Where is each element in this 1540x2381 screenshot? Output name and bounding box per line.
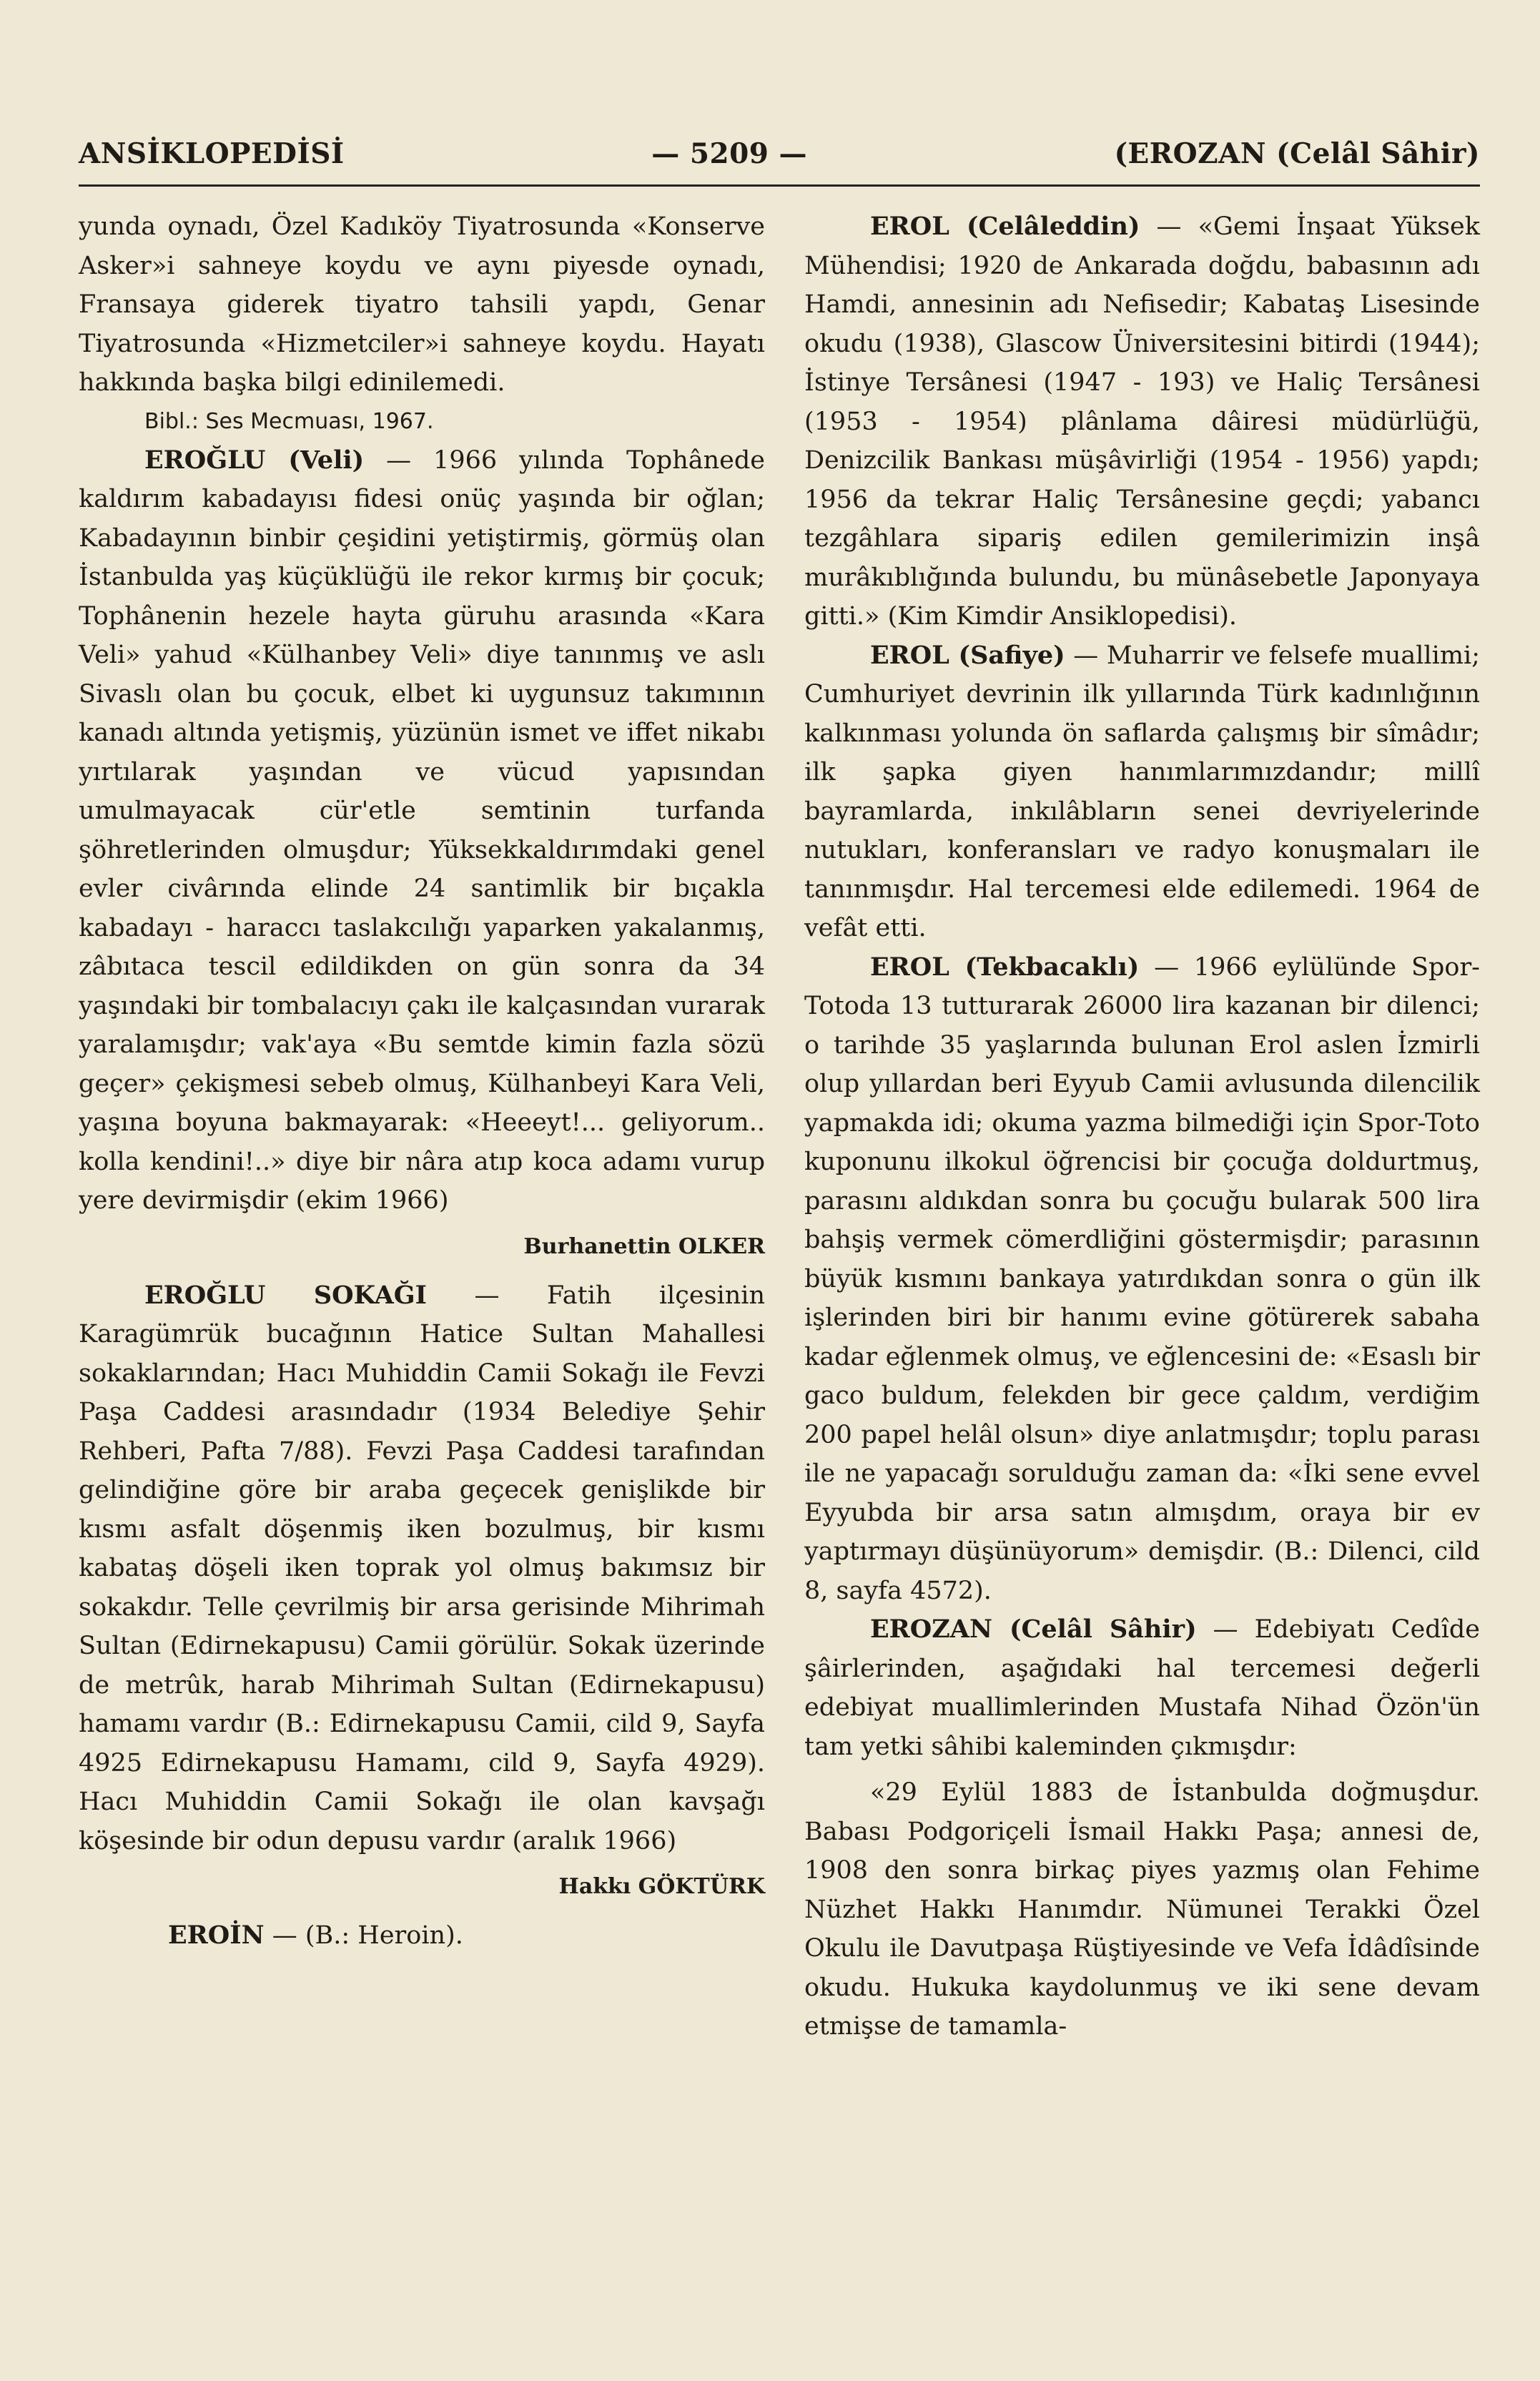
page-header (79, 129, 1480, 179)
right-column (804, 207, 1480, 2046)
left-column (79, 207, 765, 1955)
text-columns (79, 207, 1480, 2331)
entry-eroglu-sokagi (79, 1276, 765, 1861)
entry-erol-safiye (804, 636, 1480, 948)
entry-body: — Muharrir ve felsefe muallimi; Cumhuriyet devrinin ilk yıllarında Türk kadınlığının kalkınması yolunda ön saflarda çalışmış bir sîmâdır; ilk şapka giyen hanımlarımızdandır; millî bayramlarda, inkılâbların senei devriyelerinde nutukları, konferansları ve radyo konuşmaları ile tanınmışdır. Hal tercemesi elde edilemedi. 1964 de vefât etti. (804, 641, 1480, 942)
paragraph-spacer (804, 1766, 1480, 1773)
entry-eroglu-veli (79, 441, 765, 1221)
entry-erozan-quote: «29 Eylül 1883 de İstanbulda doğmuşdur. Babası Podgoriçeli İsmail Hakkı Paşa; annesi de, 1908 den sonra birkaç piyes yazmış olan Fehime Nüzhet Hakkı Hanımdır. Nümunei Terakki Özel Okulu ile Davutpaşa Rüştiyesinde ve Vefa İdâdîsinde okudu. Hukuka kaydolunmuş ve iki sene devam etmişse de tamamla- (804, 1778, 1480, 2041)
entry-title: EROİN (168, 1921, 265, 1950)
entry-title: EROL (Tekbacaklı) (870, 952, 1140, 982)
entry-eroin (79, 1916, 765, 1955)
header-encyclopedia-name: ANSİKLOPEDİSİ (79, 137, 345, 170)
entry-body: — 1966 yılında Tophânede kaldırım kabadayısı fidesi onüç yaşında bir oğlan; Kabadayının binbir çeşidini yetiştirmiş, görmüş olan İstanbulda yaş küçüklüğü ile rekor kırmış bir çocuk; Tophânenin hezele hayta güruhu arasında «Kara Veli» yahud «Külhanbey Veli» diye tanınmış ve aslı Sivaslı olan bu çocuk, elbet ki uygunsuz takımının kanadı altında yetişmiş, yüzünün ismet ve iffet nikabı yırtılarak yaşından ve vücud yapısından umulmayacak cür'etle semtinin turfanda şöhretlerinden olmuşdur; Yüksekkaldırımdaki genel evler civârında elinde 24 santimlik bir bıçakla kabadayı - haraccı taslakcılığı yaparken yakalanmış, zâbıtaca tescil edildikden on gün sonra da 34 yaşındaki bir tombalacıyı çakı ile kalçasından vurarak yaralamışdır; vak'aya «Bu semtde kimin fazla sözü geçer» çekişmesi sebeb olmuş, Külhanbeyi Kara Veli, yaşına boyuna bakmayarak: «Heeeyt!... geliyorum.. kolla kendini!..» diye bir nâra atıp koca adamı vurup yere devirmişdir (ekim 1966) (79, 445, 765, 1215)
document-page (79, 129, 1480, 2331)
entry-erozan (804, 1610, 1480, 1766)
entry-body: — «Gemi İnşaat Yüksek Mühendisi; 1920 de Ankarada doğdu, babasının adı Hamdi, annesinin adı Nefisedir; Kabataş Lisesinde okudu (1938), Glascow Üniversitesini bitirdi (1944); İstinye Tersânesi (1947 - 193) ve Haliç Tersânesi (1953 - 1954) plânlama dâiresi müdürlüğü, Denizcilik Bankası müşâvirliği (1954 - 1956) yapdı; 1956 da tekrar Haliç Tersânesine geçdi; yabancı tezgâhlara sipariş edilen gemilerimizin inşâ murâkıblığında bulundu, bu münâsebetle Japonyaya gitti.» (Kim Kimdir Ansiklopedisi). (804, 212, 1480, 631)
entry-body: — Edebiyatı Cedîde şâirlerinden, aşağıdaki hal tercemesi değerli edebiyat muallimlerinden Mustafa Nihad Özön'ün tam yetki sâhibi kaleminden çıkmışdır: (804, 1615, 1480, 1761)
author-signature: Burhanettin OLKER (523, 1233, 765, 1259)
header-entry-range: (EROZAN (Celâl Sâhir) (1114, 137, 1480, 170)
bibliography-line: Bibl.: Ses Mecmuası, 1967. (144, 408, 434, 434)
entry-title: EROĞLU (Veli) (144, 445, 365, 475)
entry-title: EROL (Safiye) (870, 640, 1065, 670)
entry-body: — (B.: Heroin). (264, 1921, 463, 1950)
entry-title: EROL (Celâleddin) (870, 212, 1140, 241)
entry-erol-tekbacakli (804, 948, 1480, 1611)
continuation-paragraph: yunda oynadı, Özel Kadıköy Tiyatrosunda «Konserve Asker»i sahneye koydu ve aynı piyesde oynadı, Fransaya giderek tiyatro tahsili yapdı, Genar Tiyatrosunda «Hizmetciler»i sahneye koydu. Hayatı hakkında başka bilgi edinilemedi. (79, 212, 765, 397)
header-rule (79, 184, 1480, 187)
entry-title: EROĞLU SOKAĞI (144, 1280, 428, 1310)
page-number: — 5209 — (651, 137, 807, 170)
entry-body: — Fatih ilçesinin Karagümrük bucağının Hatice Sultan Mahallesi sokaklarından; Hacı Muhiddin Camii Sokağı ile Fevzi Paşa Caddesi arasındadır (1934 Belediye Şehir Rehberi, Pafta 7/88). Fevzi Paşa Caddesi tarafından gelindiğine göre bir araba geçecek genişlikde bir kısmı asfalt döşenmiş iken bozulmuş, bir kısmı kabataş döşeli iken toprak yol olmuş bakımsız bir sokakdır. Telle çevrilmiş bir arsa gerisinde Mihrimah Sultan (Edirnekapusu) Camii görülür. Sokak üzerinde de metrûk, harab Mihrimah Sultan (Edirnekapusu) hamamı vardır (B.: Edirnekapusu Camii, cild 9, Sayfa 4925 Edirnekapusu Hamamı, cild 9, Sayfa 4929). Hacı Muhiddin Camii Sokağı ile olan kavşağı köşesinde bir odun depusu vardır (aralık 1966) (79, 1281, 765, 1855)
author-signature: Hakkı GÖKTÜRK (558, 1874, 765, 1899)
entry-body: — 1966 eylülünde Spor-Totoda 13 tutturarak 26000 lira kazanan bir dilenci; o tarihde 35 yaşlarında bulunan Erol aslen İzmirli olup yıllardan beri Eyyub Camii avlusunda dilencilik yapmakda idi; okuma yazma bilmediği için Spor-Toto kuponunu ilkokul öğrencisi bir çocuğa doldurtmuş, parasını aldıkdan sonra bu çocuğu bularak 500 lira bahşiş vermek cömerdliğini göstermişdir; parasının büyük kısmını bankaya yatırdıkdan sonra o gün ilk işlerinden biri bir hanımı evine götürerek sabaha kadar eğlenmek olmuş, ve eğlencesini de: «Esaslı bir gaco buldum, felekden bir gece çaldım, verdiğim 200 papel helâl olsun» diye anlatmışdır; toplu parası ile ne yapacağı sorulduğu zaman da: «İki sene evvel Eyyubda bir arsa satın almışdım, oraya bir ev yaptırmayı düşünüyorum» demişdir. (B.: Dilenci, cild 8, sayfa 4572). (804, 952, 1481, 1605)
entry-title: EROZAN (Celâl Sâhir) (870, 1615, 1197, 1644)
entry-erol-celaleddin (804, 207, 1480, 636)
